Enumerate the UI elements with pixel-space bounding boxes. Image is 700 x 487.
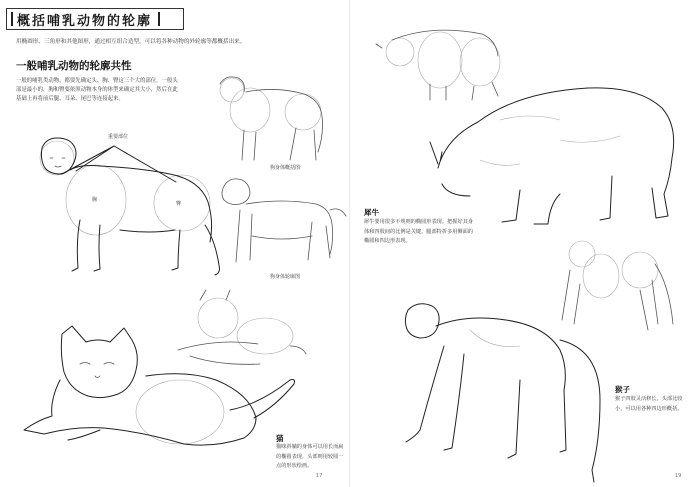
monkey-construction-sketch (562, 241, 673, 330)
intro-text: 用椭圆形、三角形和其他图形，通过相互组合造型，可以将各种动物的外轮廓等都概括出来。 (16, 39, 246, 45)
page-title: 概括哺乳动物的轮廓 (17, 13, 153, 29)
dog-hip-circle (154, 175, 210, 231)
cat-face (80, 363, 114, 378)
section-heading: 一般哺乳动物的轮廓共性 (16, 60, 132, 72)
dog-face (50, 158, 65, 167)
dog-structure-sketch (220, 77, 323, 160)
rhino-construction-sketch (376, 30, 500, 100)
dog-annotated-sketch (40, 138, 220, 275)
label-dog-outline: 狗身体轮廓图 (270, 274, 301, 280)
dog-body-outline (70, 166, 220, 276)
cat-drawing (24, 326, 295, 445)
label-chest: 胸 (92, 197, 98, 203)
cat-name: 猫 (276, 434, 284, 443)
label-hip: 臀 (176, 201, 182, 207)
rhino-drawing (430, 88, 674, 224)
rhino-name: 犀牛 (364, 208, 379, 217)
section-body: 一般的哺乳类动物，都要先确定头、胸、臀这三个大的部位。一般头部是最小的，胸和臀要依照动物本身的体型来确定其大小，然后在此基础上再将前后腿、耳朵、尾巴等连接起来。 (16, 78, 178, 102)
monkey-desc: 猴子四肢灵活修长，头部比较小，可以用各种四边形概括。 (615, 396, 683, 412)
rhino-desc: 犀牛要用很多不规则的椭圆形表现。把握好其身体和四肢间的比例是关键。腿部特折多用侧面的椭圆和四边形表现。 (364, 219, 473, 244)
cat-construction-sketch (178, 290, 306, 364)
cat-head-outline (61, 326, 137, 398)
label-dog-sketch: 狗身体概括图 (270, 165, 301, 171)
monkey-name: 猴子 (615, 385, 630, 394)
label-key-parts: 重要部位 (108, 134, 129, 140)
page-number-left: 17 (316, 473, 323, 479)
key-parts-pointers (62, 146, 176, 182)
monkey-drawing (405, 304, 600, 482)
dog-head-outline (41, 138, 76, 174)
cat-desc: 猫咪斜躺的身体可以用长而扁的椭圆表现，头部则用较圆一点的形状绘画。 (276, 444, 344, 469)
dog-outline-sketch (222, 179, 346, 262)
page-number-right: 19 (675, 473, 682, 479)
